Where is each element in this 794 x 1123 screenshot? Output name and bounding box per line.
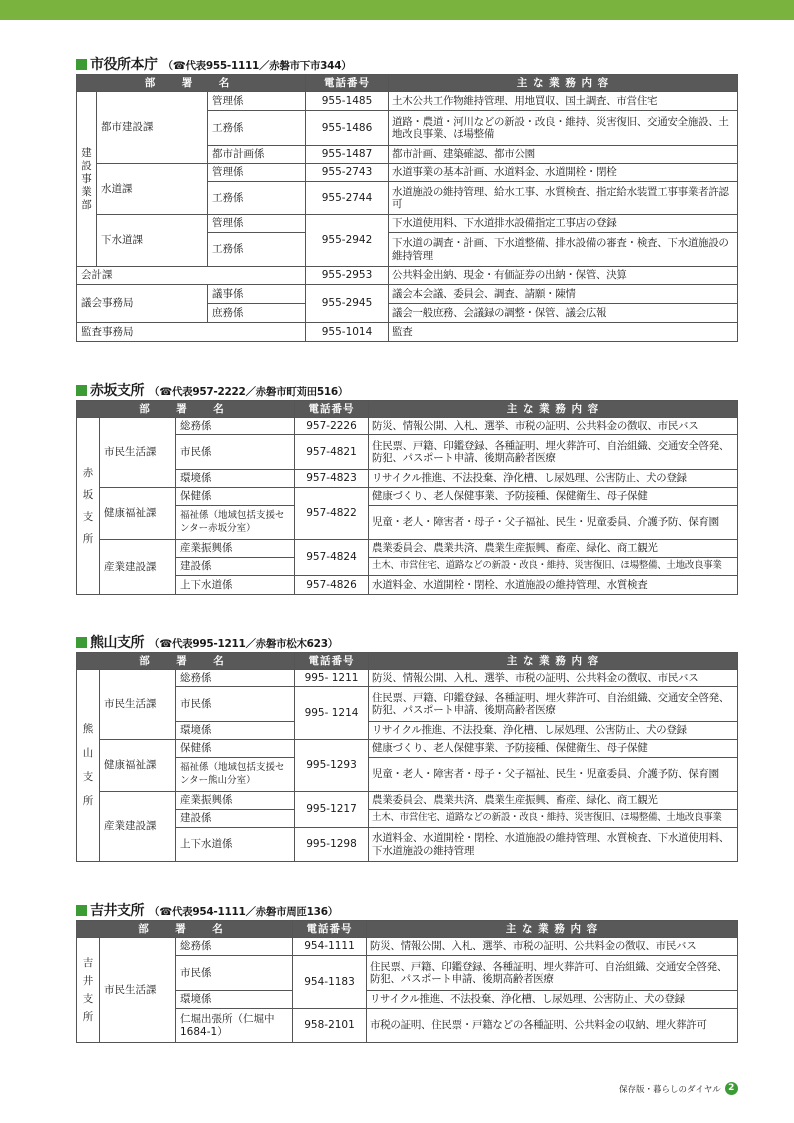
department-table [76, 652, 738, 862]
phone-number: 955-2942 [306, 215, 389, 267]
division-cell: 健康福祉課 [100, 740, 176, 792]
bureau-char: 所 [82, 532, 94, 545]
section-cell: 議事係 [208, 285, 306, 304]
duty-cell: 下水道の調査・計画、下水道整備、排水設備の審査・検査、下水道施設の維持管理 [389, 233, 738, 267]
duty-cell: 土木、市営住宅、道路などの新設・改良・維持、災害復旧、ほ場整備、土地改良事業 [369, 558, 738, 576]
phone-number: 955-2744 [306, 182, 389, 215]
duty-cell: 住民票、戸籍、印鑑登録、各種証明、埋火葬許可、自治組織、交通安全啓発、防犯、パスポート申請、後期高齢者医療 [369, 435, 738, 470]
bureau-char: 井 [82, 974, 94, 987]
page-number: 2 [725, 1082, 738, 1095]
division-cell: 都市建設課 [97, 92, 208, 164]
table-row [77, 488, 738, 506]
square-bullet-icon [76, 385, 87, 396]
phone-number: 957-4822 [295, 488, 369, 540]
table-header-row [77, 921, 738, 938]
phone-number: 957-4823 [295, 470, 369, 488]
bureau-cell [77, 92, 97, 267]
section-cell: 産業振興係 [176, 792, 295, 810]
header-tel: 電話番号 [306, 75, 389, 92]
bureau-char: 業 [81, 185, 92, 198]
section-cell: 環境係 [176, 470, 295, 488]
phone-number: 958-2101 [293, 1009, 367, 1043]
phone-number: 955-1486 [306, 111, 389, 146]
duty-cell: 防災、情報公開、入札、選挙、市税の証明、公共料金の徴収、市民バス [369, 670, 738, 687]
header-dept: 部 署 名 [77, 75, 306, 92]
duty-cell: 住民票、戸籍、印鑑登録、各種証明、埋火葬許可、自治組織、交通安全啓発、防犯、パスポート申請、後期高齢者医療 [367, 956, 738, 991]
duty-cell: 監査 [389, 323, 738, 342]
section-cell: 管理係 [208, 215, 306, 233]
header-duty: 主 な 業 務 内 容 [367, 921, 738, 938]
bureau-char: 部 [81, 198, 92, 211]
bureau-char: 支 [82, 992, 94, 1005]
table-row [77, 792, 738, 810]
section-cell: 保健係 [176, 740, 295, 758]
section-cell: 福祉係（地域包括支援センター赤坂分室） [176, 506, 295, 540]
table-row [77, 215, 738, 233]
division-cell: 健康福祉課 [100, 488, 176, 540]
section-cell: 建設係 [176, 810, 295, 828]
bureau-char: 支 [82, 771, 94, 783]
bureau-cell [77, 418, 100, 595]
bureau-char: 山 [82, 747, 94, 759]
header-dept: 部 署 名 [77, 401, 295, 418]
phone-number: 954-1111 [293, 938, 367, 956]
section-cell: 工務係 [208, 233, 306, 267]
section-contact: （☎代表955-1111／赤磐市下市344） [162, 60, 352, 72]
bureau-char: 建 [81, 146, 92, 159]
section-cell: 建設係 [176, 558, 295, 576]
duty-cell: 議会一般庶務、会議録の調整・保管、議会広報 [389, 304, 738, 323]
phone-number: 995-1298 [295, 828, 369, 862]
table-row [77, 576, 738, 595]
section-akasaka-branch [76, 380, 737, 595]
section-cell: 環境係 [176, 722, 295, 740]
table-row [77, 956, 738, 991]
table-row [77, 267, 738, 285]
square-bullet-icon [76, 905, 87, 916]
section-title [76, 632, 737, 652]
table-row [77, 991, 738, 1009]
header-dept: 部 署 名 [77, 653, 295, 670]
section-cell: 庶務係 [208, 304, 306, 323]
square-bullet-icon [76, 59, 87, 70]
section-cell: 上下水道係 [176, 828, 295, 862]
section-kumayama-branch [76, 632, 737, 862]
table-row [77, 506, 738, 540]
duty-cell: 農業委員会、農業共済、農業生産振興、畜産、緑化、商工観光 [369, 540, 738, 558]
section-cell: 環境係 [176, 991, 293, 1009]
table-row [77, 828, 738, 862]
division-cell: 水道課 [97, 164, 208, 215]
table-row [77, 938, 738, 956]
table-row [77, 435, 738, 470]
section-yoshii-branch [76, 900, 737, 1043]
phone-number: 957-2226 [295, 418, 369, 435]
section-cell: 総務係 [176, 938, 293, 956]
section-cell: 都市計画係 [208, 146, 306, 164]
bureau-cell [77, 670, 100, 862]
section-title [76, 900, 737, 920]
section-name: 吉井支所 [90, 903, 144, 919]
phone-number: 957-4824 [295, 540, 369, 576]
section-name: 熊山支所 [90, 635, 144, 651]
table-row [77, 92, 738, 111]
section-title [76, 54, 737, 74]
phone-number: 995-1293 [295, 740, 369, 792]
division-cell: 市民生活課 [100, 418, 176, 488]
table-row [77, 323, 738, 342]
phone-number: 955-2953 [306, 267, 389, 285]
section-cell: 市民係 [176, 956, 293, 991]
duty-cell: 水道料金、水道開栓・閉栓、水道施設の維持管理、水質検査、下水道使用料、下水道施設の維持管理 [369, 828, 738, 862]
phone-number: 957-4821 [295, 435, 369, 470]
phone-number: 955-1487 [306, 146, 389, 164]
duty-cell: 土木、市営住宅、道路などの新設・改良・維持、災害復旧、ほ場整備、土地改良事業 [369, 810, 738, 828]
table-header-row [77, 653, 738, 670]
section-name: 赤坂支所 [90, 383, 144, 399]
header-tel: 電話番号 [295, 401, 369, 418]
table-row [77, 810, 738, 828]
phone-number: 955-1014 [306, 323, 389, 342]
duty-cell: 農業委員会、農業共済、農業生産振興、畜産、緑化、商工観光 [369, 792, 738, 810]
department-table [76, 920, 738, 1043]
duty-cell: 下水道使用料、下水道排水設備指定工事店の登録 [389, 215, 738, 233]
section-cell: 総務係 [176, 418, 295, 435]
table-row [77, 285, 738, 304]
section-cell: 上下水道係 [176, 576, 295, 595]
header-tel: 電話番号 [295, 653, 369, 670]
phone-number: 955-2945 [306, 285, 389, 323]
bureau-char: 赤 [82, 466, 94, 479]
duty-cell: 防災、情報公開、入札、選挙、市税の証明、公共料金の徴収、市民バス [369, 418, 738, 435]
section-title [76, 380, 737, 400]
table-row [77, 670, 738, 687]
duty-cell: 水道料金、水道開栓・閉栓、水道施設の維持管理、水質検査 [369, 576, 738, 595]
table-row [77, 470, 738, 488]
table-row [77, 558, 738, 576]
header-duty: 主 な 業 務 内 容 [389, 75, 738, 92]
phone-number: 955-1485 [306, 92, 389, 111]
section-cell: 福祉係（地域包括支援センター熊山分室） [176, 758, 295, 792]
table-row [77, 758, 738, 792]
division-cell: 議会事務局 [77, 285, 208, 323]
duty-cell: 水道施設の維持管理、給水工事、水質検査、指定給水装置工事事業者許認可 [389, 182, 738, 215]
section-cell: 仁堀出張所（仁堀中1684-1） [176, 1009, 293, 1043]
division-cell: 産業建設課 [100, 792, 176, 862]
section-contact: （☎代表957-2222／赤磐市町苅田516） [149, 386, 349, 398]
header-dept: 部 署 名 [77, 921, 293, 938]
division-cell: 会計課 [77, 267, 306, 285]
duty-cell: 健康づくり、老人保健事業、予防接種、保健衛生、母子保健 [369, 488, 738, 506]
phone-number: 955-2743 [306, 164, 389, 182]
table-row [77, 740, 738, 758]
table-row [77, 722, 738, 740]
section-cell: 管理係 [208, 92, 306, 111]
duty-cell: 児童・老人・障害者・母子・父子福祉、民生・児童委員、介護予防、保育園 [369, 758, 738, 792]
table-row [77, 687, 738, 722]
section-cell: 工務係 [208, 182, 306, 215]
table-header-row [77, 401, 738, 418]
section-contact: （☎代表954-1111／赤磐市周匝136） [149, 906, 338, 918]
section-city-hall [76, 54, 737, 342]
duty-cell: リサイクル推進、不法投棄、浄化槽、し尿処理、公害防止、犬の登録 [369, 470, 738, 488]
bureau-char: 所 [82, 795, 94, 807]
duty-cell: リサイクル推進、不法投棄、浄化槽、し尿処理、公害防止、犬の登録 [369, 722, 738, 740]
phone-number: 957-4826 [295, 576, 369, 595]
bureau-char: 支 [82, 510, 94, 523]
bureau-char: 熊 [82, 723, 94, 735]
table-row [77, 1009, 738, 1043]
phone-number: 954-1183 [293, 956, 367, 1009]
duty-cell: 議会本会議、委員会、調査、請願・陳情 [389, 285, 738, 304]
table-row [77, 540, 738, 558]
department-table [76, 400, 738, 595]
header-tel: 電話番号 [293, 921, 367, 938]
section-cell: 管理係 [208, 164, 306, 182]
header-duty: 主 な 業 務 内 容 [369, 653, 738, 670]
bureau-cell [77, 938, 100, 1043]
bureau-char: 設 [81, 159, 92, 172]
duty-cell: 防災、情報公開、入札、選挙、市税の証明、公共料金の徴収、市民バス [367, 938, 738, 956]
top-color-bar [0, 0, 794, 20]
bureau-char: 事 [81, 172, 92, 185]
division-cell: 産業建設課 [100, 540, 176, 595]
duty-cell: リサイクル推進、不法投棄、浄化槽、し尿処理、公害防止、犬の登録 [367, 991, 738, 1009]
bureau-char: 坂 [82, 488, 94, 501]
division-cell: 市民生活課 [100, 670, 176, 740]
duty-cell: 道路・農道・河川などの新設・改良・維持、災害復旧、交通安全施設、土地改良事業、ほ場整備 [389, 111, 738, 146]
section-cell: 工務係 [208, 111, 306, 146]
division-cell: 監査事務局 [77, 323, 306, 342]
department-table [76, 74, 738, 342]
section-name: 市役所本庁 [90, 57, 158, 73]
duty-cell: 土木公共工作物維持管理、用地買収、国土調査、市営住宅 [389, 92, 738, 111]
duty-cell: 住民票、戸籍、印鑑登録、各種証明、埋火葬許可、自治組織、交通安全啓発、防犯、パスポート申請、後期高齢者医療 [369, 687, 738, 722]
duty-cell: 市税の証明、住民票・戸籍などの各種証明、公共料金の収納、埋火葬許可 [367, 1009, 738, 1043]
section-cell: 産業振興係 [176, 540, 295, 558]
table-header-row [77, 75, 738, 92]
bureau-char: 吉 [82, 956, 94, 969]
page-footer [619, 1082, 738, 1095]
table-row [77, 164, 738, 182]
duty-cell: 公共料金出納、現金・有価証券の出納・保管、決算 [389, 267, 738, 285]
division-cell: 市民生活課 [100, 938, 176, 1043]
division-cell: 下水道課 [97, 215, 208, 267]
header-duty: 主 な 業 務 内 容 [369, 401, 738, 418]
duty-cell: 健康づくり、老人保健事業、予防接種、保健衛生、母子保健 [369, 740, 738, 758]
footer-text: 保存版・暮らしのダイヤル [619, 1084, 721, 1095]
phone-number: 995- 1214 [295, 687, 369, 740]
phone-number: 995- 1211 [295, 670, 369, 687]
phone-number: 995-1217 [295, 792, 369, 828]
square-bullet-icon [76, 637, 87, 648]
bureau-char: 所 [82, 1010, 94, 1023]
section-cell: 市民係 [176, 687, 295, 722]
table-row [77, 418, 738, 435]
section-cell: 保健係 [176, 488, 295, 506]
duty-cell: 児童・老人・障害者・母子・父子福祉、民生・児童委員、介護予防、保育園 [369, 506, 738, 540]
section-cell: 総務係 [176, 670, 295, 687]
duty-cell: 都市計画、建築確認、都市公園 [389, 146, 738, 164]
duty-cell: 水道事業の基本計画、水道料金、水道開栓・閉栓 [389, 164, 738, 182]
section-contact: （☎代表995-1211／赤磐市松木623） [149, 638, 338, 650]
section-cell: 市民係 [176, 435, 295, 470]
